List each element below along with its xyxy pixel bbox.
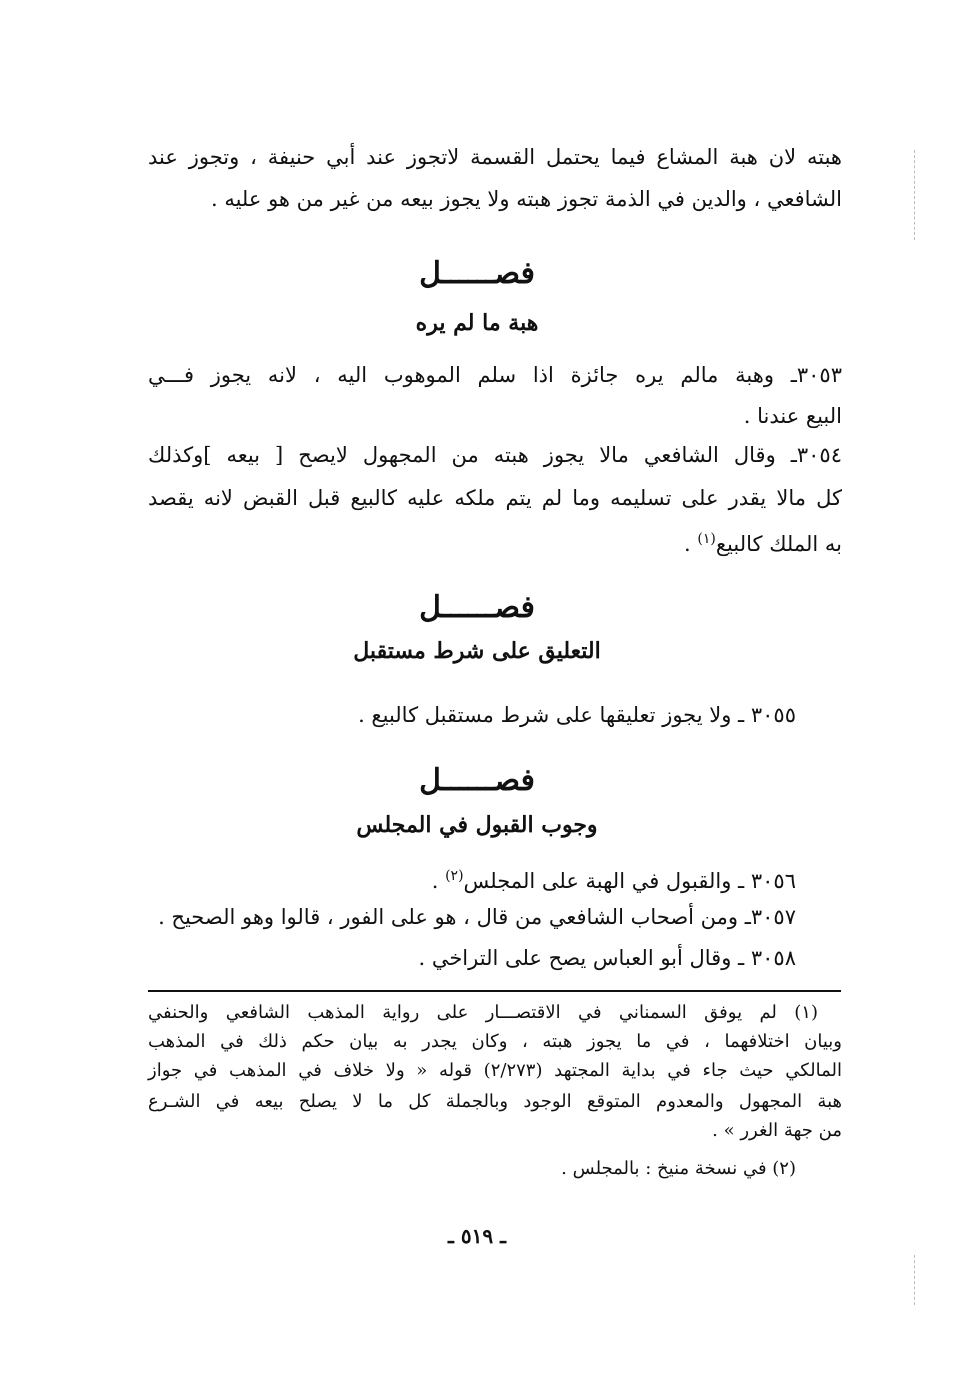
footnote-1-line-4: هبة المجهول والمعدوم المتوقع الوجود وبالجملة كل ما لا يصلح بيعه في الشـرع (148, 1091, 842, 1112)
footnote-ref-2: (٢) (445, 868, 464, 884)
paragraph-3056-end: . (431, 869, 446, 893)
paragraph-3057: ٣٠٥٧ـ ومن أصحاب الشافعي من قال ، هو على الفور ، قالوا وهو الصحيح . (158, 905, 796, 929)
paragraph-3053-line-2: البيع عندنا . (743, 404, 842, 428)
paragraph-3055: ٣٠٥٥ ـ ولا يجوز تعليقها على شرط مستقبل كالبيع . (358, 703, 796, 727)
intro-line-1: هبته لان هبة المشاع فيما يحتمل القسمة لاتجوز عند أبي حنيفة ، وتجوز عند (148, 145, 842, 169)
paragraph-3054-line-2: كل مالا يقدر على تسليمه وما لم يتم ملكه عليه كالبيع قبل القبض لانه يقصد (148, 486, 842, 510)
footnote-1-line-2: وبيان اختلافهما ، في ما يجوز هبته ، وكان يجدر به بيان حكم ذلك في المذهب (148, 1031, 842, 1052)
paragraph-3058: ٣٠٥٨ ـ وقال أبو العباس يصح على التراخي . (418, 946, 796, 970)
page-number: ـ ٥١٩ ـ (448, 1224, 506, 1248)
section-heading-fasl: فصــــــل (419, 590, 535, 625)
section-heading-fasl: فصــــــل (419, 763, 535, 798)
paragraph-3056-text: ٣٠٥٦ ـ والقبول في الهبة على المجلس (463, 869, 796, 893)
footnote-1-line-5: من جهة الغرر » . (712, 1120, 842, 1141)
section-subtitle: وجوب القبول في المجلس (356, 812, 598, 838)
footnote-2: (٢) في نسخة منيخ : بالمجلس . (561, 1158, 796, 1179)
section-heading-fasl: فصــــــل (419, 256, 535, 291)
paragraph-3054-line-1: ٣٠٥٤ـ وقال الشافعي مالا يجوز هبته من المجهول لايصح [ بيعه ]وكذلك (148, 443, 842, 467)
section-subtitle: هبة ما لم يره (415, 310, 539, 336)
footnote-ref-1: (١) (697, 531, 716, 547)
paragraph-3054-text: به الملك كالبيع (715, 532, 842, 556)
footnote-1-line-3: المالكي حيث جاء في بداية المجتهد (٢/٢٧٣) قوله « ولا خلاف في المذهب في جواز (148, 1060, 842, 1081)
footnote-1-line-1: (١) لم يوفق السمناني في الاقتصـــار على رواية المذهب الشافعي والحنفي (148, 1002, 818, 1023)
paragraph-3053-line-1: ٣٠٥٣ـ وهبة مالم يره جائزة اذا سلم الموهوب اليه ، لانه يجوز فـــي (148, 363, 842, 387)
footnote-separator (148, 990, 841, 992)
section-subtitle: التعليق على شرط مستقبل (353, 638, 601, 664)
scan-edge-mark (914, 150, 916, 240)
paragraph-3054-line-3 (684, 525, 842, 558)
paragraph-3054-end: . (684, 532, 698, 556)
intro-line-2: الشافعي ، والدين في الذمة تجوز هبته ولا يجوز بيعه من غير من هو عليه . (210, 187, 842, 211)
scan-edge-mark (914, 1255, 916, 1305)
paragraph-3056 (432, 862, 796, 895)
